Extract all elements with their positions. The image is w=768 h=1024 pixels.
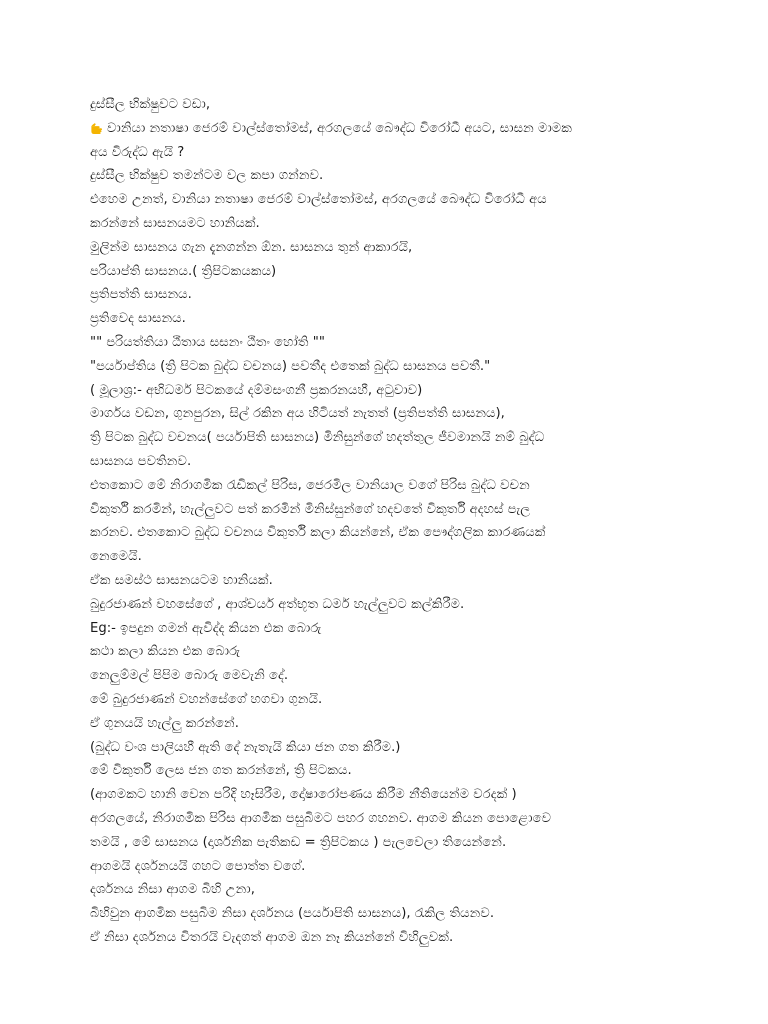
text-line: එහෙම උනත්, වානියා නතාෂා ජෙරම් වාල්ස්තෝමස්, අරගලයේ බෞද්ධ විරෝධී අය — [90, 192, 547, 208]
text-line: ඒක සමස්ථ සාසනයටම හානියක්. — [90, 572, 273, 588]
text-line: නෙලුම්මල් පිපිම බොරු මෙවැනි දේ. — [90, 668, 289, 684]
text-line: "" පරියත්තියා ඨීතාය සසනං ඨීතං හෝති "" — [90, 334, 325, 350]
text-line: කරනව. එතකොට බුද්ධ වචනය විකුර්ති කලා කියන්නේ, ඒක පෞද්ගලික කාරණයක් — [90, 525, 546, 541]
text-line: කථා කලා කියන එක බොරු — [90, 644, 241, 660]
text-line: නෙමෙයි. — [90, 549, 142, 565]
text-line: පරියාප්ති සාසනය.( ත්‍රිපිටකයකය) — [90, 263, 277, 279]
text-line: විකුර්ති කරමින්, හැල්ලුවට පත් කරමින් මිනිස්සුන්ගේ හදවතේ විකුර්ති අදහස් පැල — [90, 501, 531, 517]
text-line: දුස්සීල භික්ෂුවට වඩා, — [90, 97, 211, 112]
text-line: කරන්නේ සාසනයමට හානියක්. — [90, 215, 260, 231]
pointing-hand-icon — [90, 119, 105, 133]
text-line: අරගලයේ, නිරාගමික පිරිස ආගමික පසුබිමට පහර ගහනව. ආගම කියන පොළොවෙ — [90, 810, 552, 826]
text-line: ප්‍රතිපත්ති සාසනය. — [90, 287, 192, 303]
text-line: එතකොට මේ නිරාගමික රැඩිකල් පිරිස, ජෙරමිල වානියාල වගේ පිරිස බුද්ධ වචන — [90, 477, 530, 493]
text-line: බුදුරජාණන් වහසේගේ , ආශ්චර්ය අත්භූත ධර්ම හැල්ලුවට කල්කිරීම. — [90, 596, 465, 612]
line-text: වානියා නතාෂා ජෙරම් වාල්ස්තෝමස්, අරගලයේ බෞද්ධ විරෝධී අයට, සාසන මාමක — [107, 120, 572, 136]
text-line: අය විරුද්ධ ඇයි ? — [90, 144, 185, 160]
text-line-with-icon — [90, 117, 708, 141]
text-line: සාසනය පවතිනව. — [90, 453, 192, 469]
text-line: (ආගමකට හානි වෙන පරිදි හෑසිරීම, දෝෂාරෝපණය කිරීම නීතියෙන්ම වරදක් ) — [90, 787, 517, 803]
text-line: Eg:- ඉපදුන ගමන් ඇවිද්ද කියන එක බොරු — [90, 620, 322, 636]
text-line: "පර්යාප්තිය (ත්‍රි පිටක බුද්ධ වචනය) පවතීද එතෙක් බුද්ධ සාසනය පවතී." — [90, 358, 491, 374]
text-line: දුස්සීල භික්ෂුව තමන්ටම වල කපා ගන්නව. — [90, 168, 324, 184]
text-line: ප්‍රතිවෙද සාසනය. — [90, 311, 186, 327]
text-line: ඒ නිසා දර්ශනය විතරයි වැදගත් ආගම ඔන නෑ කියන්නේ විහිලුවක්. — [90, 929, 454, 945]
text-line: දර්ශනය නිසා ආගම බිහි උනා, — [90, 882, 255, 898]
text-line: ( මූලාශ්‍ර:- අභිධර්ම පිටකයේ දම්මසංගනී ප්‍රකරනයහී, අටුවාව) — [90, 382, 423, 398]
text-line: බිහිවුන ආගමික පසුබිම නිසා දර්ශනය (පර්යාපිති සාසනය), රැකිල තියනව. — [90, 906, 495, 922]
text-line: ආගමයි දර්ශනයයි ගහට පොත්ත වගේ. — [90, 858, 306, 874]
text-line: තමයි , මේ සාසනය (දාර්ශනික පැතිකඩ = ත්‍රිපිටකය ) පැලවෙලා තියෙන්නේ. — [90, 834, 507, 850]
text-line: ඒ ගුනයයි හැල්ලු කරන්නේ. — [90, 715, 239, 731]
text-line: (බුද්ධ වංශ පාලියහී ඇති දේ නැතැයි කියා ජන ගත කිරීම.) — [90, 739, 401, 755]
text-line: මේ විකුර්ති ලෙස ජන ගත කරන්නේ, ත්‍රි පිටකය. — [90, 763, 352, 779]
text-line: මුලින්ම සාසනය ගැන දැනගන්න ඕන. සාසනය තුන් ආකාරයි, — [90, 239, 413, 255]
text-line: මේ බුදුරජාණන් වහන්සේගේ හගවා ගුනයි. — [90, 691, 323, 707]
text-line: මාර්ගය වඩන, ගුනපුරන, සිල් රකින අය හිටියත් නැතත් (ප්‍රතිපත්ති සාසනය), — [90, 406, 505, 422]
text-line: ත්‍රි පිටක බුද්ධ වචනය( පර්යාපිති සාසනය) මිනිසුන්ගේ හදත්තුල ජීවමානයි නම් බුද්ධ — [90, 430, 545, 446]
